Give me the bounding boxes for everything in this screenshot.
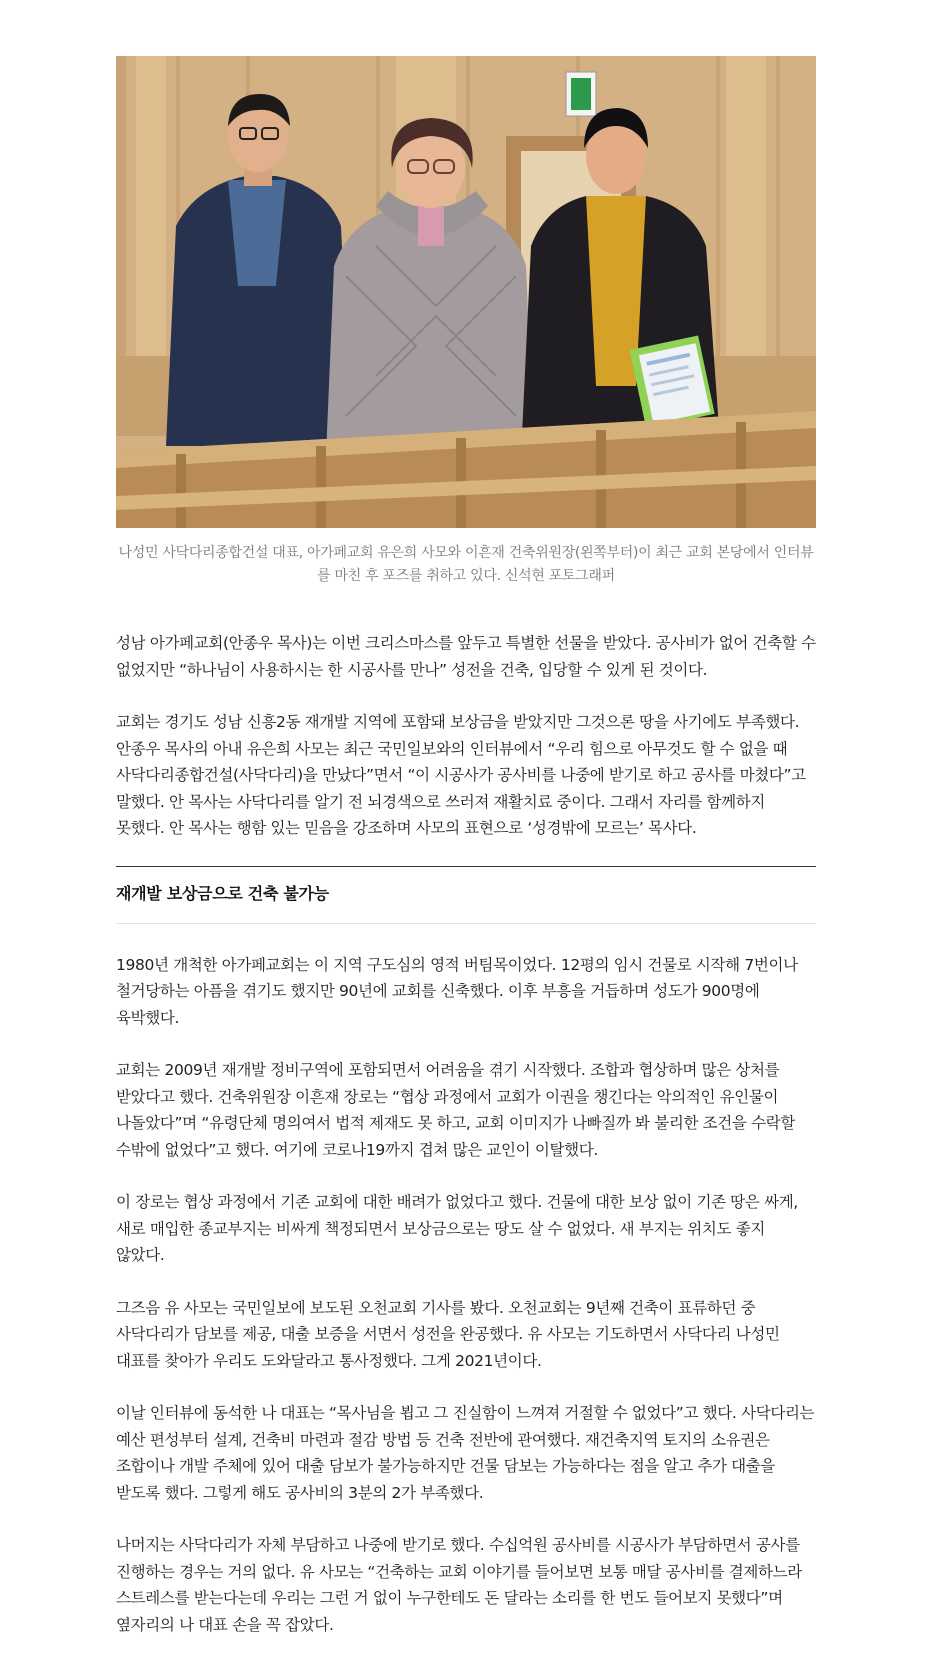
paragraph-body-5: 이날 인터뷰에 동석한 나 대표는 “목사님을 뵙고 그 진실함이 느껴져 거절할 수 없었다”고 했다. 사닥다리는 예산 편성부터 설계, 건축비 마련과 절감 방법 등 건축 전반에 관여했다. 재건축지역 토지의 소유권은 조합이나 개발 주체에 있어 대출 담보가 불가능하지만 건물 담보는 가능하다는 점을 알고 추가 대출을 받도록 했다. 그렇게 해도 공사비의 3분의 2가 부족했다. <box>116 1404 815 1502</box>
paragraph-intro-1: 성남 아가페교회(안종우 목사)는 이번 크리스마스를 앞두고 특별한 선물을 받았다. 공사비가 없어 건축할 수 없었지만 “하나님이 사용하시는 한 시공사를 만나” 성전을 건축, 입당할 수 있게 된 것이다. <box>116 634 816 679</box>
subheading: 재개발 보상금으로 건축 불가능 <box>116 867 816 924</box>
exit-sign-icon <box>566 72 596 116</box>
photo-caption: 나성민 사닥다리종합건설 대표, 아가페교회 유은희 사모와 이흔재 건축위원장(왼쪽부터)이 최근 교회 본당에서 인터뷰를 마친 후 포즈를 취하고 있다. 신석현 포토그래퍼 <box>118 545 814 584</box>
paragraph-body-6: 나머지는 사닥다리가 자체 부담하고 나중에 받기로 했다. 수십억원 공사비를 시공사가 부담하면서 공사를 진행하는 경우는 거의 없다. 유 사모는 “건축하는 교회 이야기를 들어보면 보통 매달 공사비를 결제하느라 스트레스를 받는다는데 우리는 그런 거 없이 누구한테도 돈 달라는 소리를 한 번도 들어보지 못했다”며 옆자리의 나 대표 손을 꼭 잡았다. <box>116 1536 802 1634</box>
paragraph-body-1: 1980년 개척한 아가페교회는 이 지역 구도심의 영적 버팀목이었다. 12평의 임시 건물로 시작해 7번이나 철거당하는 아픔을 겪기도 했지만 90년에 교회를 신축했다. 이후 부흥을 거듭하며 성도가 900명에 육박했다. <box>116 955 798 1027</box>
paragraph-body-3: 이 장로는 협상 과정에서 기존 교회에 대한 배려가 없었다고 했다. 건물에 대한 보상 없이 기존 땅은 싸게, 새로 매입한 종교부지는 비싸게 책정되면서 보상금으로는 땅도 살 수 없었다. 새 부지는 위치도 좋지 않았다. <box>116 1193 798 1264</box>
paragraph-body-2: 교회는 2009년 재개발 정비구역에 포함되면서 어려움을 겪기 시작했다. 조합과 협상하며 많은 상처를 받았다고 했다. 건축위원장 이흔재 장로는 “협상 과정에서 교회가 이권을 챙긴다는 악의적인 유인물이 나돌았다”며 “유령단체 명의여서 법적 제재도 못 하고, 교회 이미지가 나빠질까 봐 불리한 조건을 수락할 수밖에 없었다”고 했다. 여기에 코로나19까지 겹쳐 많은 교인이 이탈했다. <box>116 1061 795 1159</box>
paragraph-intro-2: 교회는 경기도 성남 신흥2동 재개발 지역에 포함돼 보상금을 받았지만 그것으론 땅을 사기에도 부족했다. 안종우 목사의 아내 유은희 사모는 최근 국민일보와의 인터뷰에서 “우리 힘으로 아무것도 할 수 없을 때 사닥다리종합건설(사닥다리)을 만났다”면서 “이 시공사가 공사비를 나중에 받기로 하고 공사를 마쳤다”고 말했다. 안 목사는 사닥다리를 알기 전 뇌경색으로 쓰러져 재활치료 중이다. 그래서 자리를 함께하지 못했다. 안 목사는 행함 있는 믿음을 강조하며 사모의 표현으로 ‘성경밖에 모르는’ 목사다. <box>116 713 806 837</box>
article-photo <box>116 56 816 528</box>
paragraph-body-4: 그즈음 유 사모는 국민일보에 보도된 오천교회 기사를 봤다. 오천교회는 9년째 건축이 표류하던 중 사닥다리가 담보를 제공, 대출 보증을 서면서 성전을 완공했다. 유 사모는 기도하면서 사닥다리 나성민 대표를 찾아가 우리도 도와달라고 통사정했다. 그게 2021년이다. <box>116 1298 780 1370</box>
article <box>116 0 816 1638</box>
photo-image <box>116 56 816 528</box>
